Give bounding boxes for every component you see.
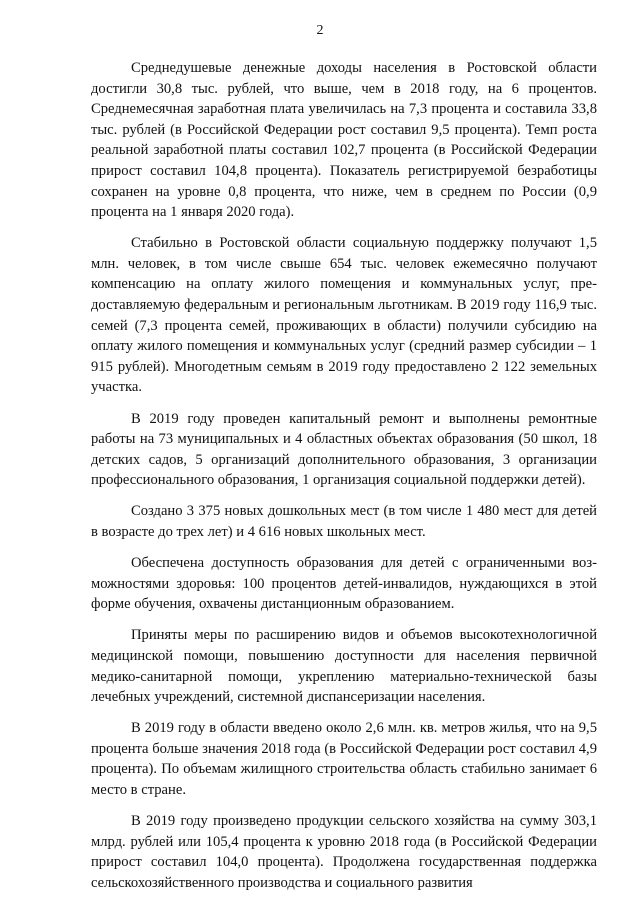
paragraph-education-repairs: В 2019 году проведен капитальный ремонт и выполнены ремонтные работы на 73 муниципальных и 4 областных объектах образования (50 школ, 18 детских садов, 5 организаций дополнительного образования, 3 организации профессионального образования, 1 организация социальной поддержки детей).: [91, 410, 597, 489]
page-number: 2: [316, 23, 324, 38]
paragraph-inclusive-education: Обеспечена доступность образования для детей с ограниченными возможностями здоровья: 100 процентов детей-инвалидов, нуждающихся в этой форме обучения, охвачены дистанционным образованием.: [91, 555, 597, 613]
paragraph-preschool-places: Создано 3 375 новых дошкольных мест (в том числе 1 480 мест для детей в возрасте до трех лет) и 4 616 новых школьных мест.: [91, 503, 597, 540]
paragraph-agriculture: В 2019 году произведено продукции сельского хозяйства на сумму 303,1 млрд. рублей или 105,4 процента к уровню 2018 года (в Российской Федерации прирост составил 104,0 процента). Продолжена государственная поддержка сельскохозяйственного производства и социального развития: [91, 813, 597, 891]
paragraph-housing: В 2019 году в области введено около 2,6 млн. кв. метров жилья, что на 9,5 процента больше значения 2018 года (в Российской Федерации рост составил 4,9 процента). По объемам жилищного строительства область стабильно занимает 6 место в стране.: [91, 720, 597, 798]
paragraph-social-support: Стабильно в Ростовской области социальную поддержку получают 1,5 млн. человек, в том числе свыше 654 тыс. человек ежемесячно получают компенсацию на оплату жилого помещения и коммунальных услуг, предоставляемую федеральным и региональным льготникам. В 2019 году 116,9 тыс. семей (7,3 процента семей, проживающих в области) получили субсидию на оплату жилого помещения и коммунальных услуг (средний размер субсидии – 1 915 рублей). Многодетным семьям в 2019 году предоставлено 2 122 земельных участка.: [91, 235, 597, 396]
paragraph-income: Среднедушевые денежные доходы населения в Ростовской области достигли 30,8 тыс. рублей, что выше, чем в 2018 году, на 6 процентов. Среднемесячная заработная плата увеличилась на 7,3 процента и составила 33,8 тыс. рублей (в Российской Федерации рост составил 9,5 процента). Темп роста реальной заработной платы составил 102,7 процента (в Российской Федерации прирост составил 104,8 процента). Показатель регистрируемой безработицы сохранен на уровне 0,8 процента, что ниже, чем в среднем по России (0,9 процента на 1 января 2020 года).: [91, 60, 597, 221]
paragraph-healthcare: Приняты меры по расширению видов и объемов высокотехнологичной медицинской помощи, повышению доступности для населения первичной медико-санитарной помощи, укреплению материально-технической базы лечебных учреждений, системной диспансеризации населения.: [91, 627, 597, 706]
